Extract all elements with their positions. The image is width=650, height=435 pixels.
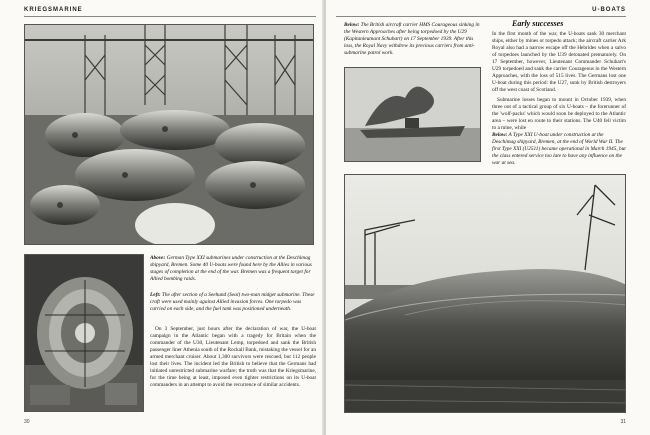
caption-courageous xyxy=(344,22,480,57)
header-rule-right xyxy=(336,16,626,17)
seehund-photo-illustration xyxy=(25,255,144,412)
photo-hms-courageous-sinking xyxy=(344,67,481,162)
running-head-left: KRIEGSMARINE xyxy=(24,7,83,13)
photo-type21-submarines-shipyard xyxy=(24,24,314,245)
type21-photo-illustration xyxy=(345,175,626,413)
page-number-left: 30 xyxy=(24,419,30,425)
page-number-right: 31 xyxy=(620,419,626,425)
caption-type21-label: Below: xyxy=(492,132,508,138)
running-head-right: U-BOATS xyxy=(592,7,626,13)
right-page xyxy=(326,0,650,435)
caption-type21-bremen xyxy=(492,132,626,167)
caption-above xyxy=(150,255,316,283)
photo-seehund-midget-submarine xyxy=(24,254,144,412)
photo-type21-uboat-construction xyxy=(344,174,626,413)
caption-left-text: The after section of a Seehund (Seal) two-man midget submarine. These craft were used mainly against Allied invasion forces. One torpedo was carried on each side, and the fuel tank was positioned underneath. xyxy=(150,292,315,312)
shipyard-photo-illustration xyxy=(25,25,314,245)
caption-courageous-label: Below: xyxy=(344,22,360,28)
caption-above-text: German Type XXI submarines under construction at the Deschimag shipyard, Bremen. Some 40 U-boats were found here by the Allies in various stages of completion at the end of the war. Bremen was a frequent target for Allied bombing raids. xyxy=(150,255,312,282)
courageous-photo-illustration xyxy=(345,68,481,162)
header-rule-left xyxy=(24,16,316,17)
left-page xyxy=(0,0,324,435)
body-text-right xyxy=(492,31,626,135)
body-paragraph-athenia: On 3 September, just hours after the declaration of war, the U-boat campaign in the Atlantic began with a tragedy for Britain when the commander of the U30, Lieutenant Lemp, torpedoed and sank the British passenger liner Athenia south of the Rockall Bank, mistaking the vessel for an armed merchant cruiser. About 1,300 survivors were rescued, but 112 people lost their lives. The incident led the British to believe that the Germans had initiated unrestricted submarine warfare; the truth was that the Kriegsmarine, for the time being at least, imposed even tighter restrictions on its U-boat commanders in an attempt to avoid the recurrence of similar accidents. xyxy=(150,326,316,388)
body-paragraph-first-month: In the first month of the war, the U-boats sank 30 merchant ships, either by mines or torpedo attack; the aircraft carrier Ark Royal also had a narrow escape off the Hebrides when a salvo of torpedoes launched by the U39 detonated prematurely. On 17 September, however, Lieutenant Commander Schuhart's U29 torpedoed and sank the carrier Courageous in the Western Approaches, with the loss of 515 lives. The Germans lost one U-boat during this period: the U27, sunk by British destroyers off the west coast of Scotland. xyxy=(492,31,626,93)
caption-courageous-text: The British aircraft carrier HMS Courageous sinking in the Western Approaches after being torpedoed by the U29 (Kapitanleutnant Schuhart) on 17 September 1939. After this loss, the Royal Navy withdrew its precious carriers from anti-submarine patrol work. xyxy=(344,22,480,56)
caption-type21-text: A Type XXI U-boat under construction at the Deschimag shipyard, Bremen, at the end of World War II. The first Type XXI (U2511) became operational in March 1945, but the class entered service too late to have any influence on the war at sea. xyxy=(492,132,626,166)
body-paragraph-losses: Submarine losses began to mount in October 1939, when three out of a tactical group of six U-boats – the forerunner of the 'wolf-packs' which would soon be deployed to the Atlantic area – were lost en route to their stations. The U40 fell victim to a mine, while xyxy=(492,97,626,131)
body-text-left xyxy=(150,326,316,392)
caption-above-label: Above: xyxy=(150,255,166,261)
caption-left-label: Left: xyxy=(150,292,161,298)
caption-left xyxy=(150,292,316,313)
section-heading-early-successes: Early successes xyxy=(512,19,564,28)
